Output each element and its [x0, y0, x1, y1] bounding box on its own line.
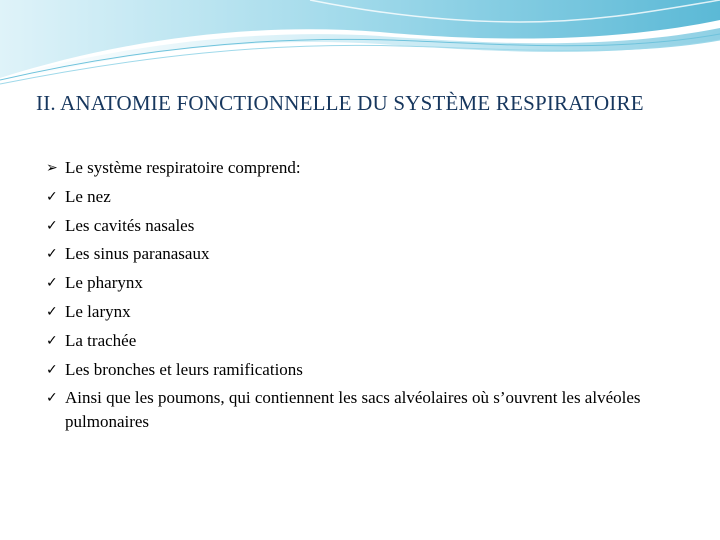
list-item-text: Les cavités nasales	[65, 215, 195, 235]
list-item	[46, 386, 686, 434]
list-item	[46, 185, 686, 209]
check-icon: ✓	[46, 332, 58, 349]
header-wave-decoration	[0, 0, 720, 90]
list-item	[46, 358, 686, 382]
arrow-bullet-icon: ➢	[46, 160, 58, 176]
list-item-text: Ainsi que les poumons, qui contiennent les sacs alvéolaires où s’ouvrent les alvéoles pulmonaires	[65, 388, 641, 432]
list-item-text: Les sinus paranasaux	[65, 244, 210, 264]
list-item	[46, 214, 686, 238]
check-icon: ✓	[46, 303, 58, 320]
list-item	[46, 242, 686, 266]
list-item-text: Le larynx	[65, 301, 131, 321]
list-item-text: La trachée	[65, 330, 137, 350]
check-icon: ✓	[46, 217, 58, 234]
list-item-text: Le nez	[65, 186, 111, 206]
slide-title: II. ANATOMIE FONCTIONNELLE DU SYSTÈME RESPIRATOIRE	[36, 91, 644, 115]
check-icon: ✓	[46, 188, 58, 205]
bullet-list	[46, 156, 686, 439]
list-item-intro	[46, 156, 686, 180]
list-item-text: Le système respiratoire comprend:	[65, 158, 301, 177]
list-item	[46, 300, 686, 324]
check-icon: ✓	[46, 246, 58, 263]
list-item-text: Les bronches et leurs ramifications	[65, 359, 303, 379]
check-icon: ✓	[46, 361, 58, 378]
list-item	[46, 329, 686, 353]
list-item-text: Le pharynx	[65, 273, 143, 293]
check-icon: ✓	[46, 390, 58, 407]
list-item	[46, 271, 686, 295]
check-icon: ✓	[46, 275, 58, 292]
